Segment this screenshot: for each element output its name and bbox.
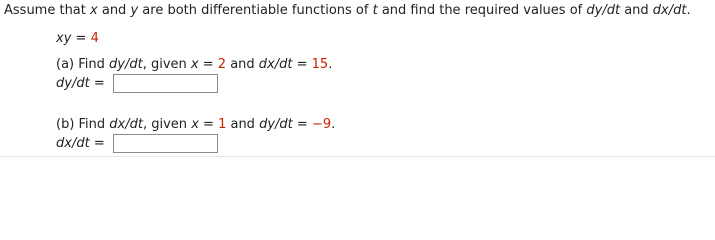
part-b-answer-input[interactable]: [113, 134, 218, 153]
part-a-answer-label: dy/dt =: [56, 76, 105, 91]
part-a-prompt: (a) Find dy/dt, given x = 2 and dx/dt = 15.: [56, 57, 333, 72]
part-a-answer-input[interactable]: [113, 74, 218, 93]
part-b-x-value: 1: [218, 117, 227, 132]
part-a-x-value: 2: [217, 57, 227, 72]
part-b-answer-label: dx/dt =: [56, 136, 105, 151]
question-text: Assume that x and y are both differentiable functions of t and find the required values of dy/dt and dx/dt.: [4, 3, 691, 18]
part-a-rate-value: 15: [311, 57, 329, 72]
bottom-divider: [0, 156, 715, 157]
part-b-rate-value: −9: [311, 117, 332, 132]
equation-constant: 4: [90, 31, 99, 46]
given-equation: xy = 4: [56, 31, 99, 46]
part-b-prompt: (b) Find dx/dt, given x = 1 and dy/dt = −9.: [56, 117, 336, 132]
